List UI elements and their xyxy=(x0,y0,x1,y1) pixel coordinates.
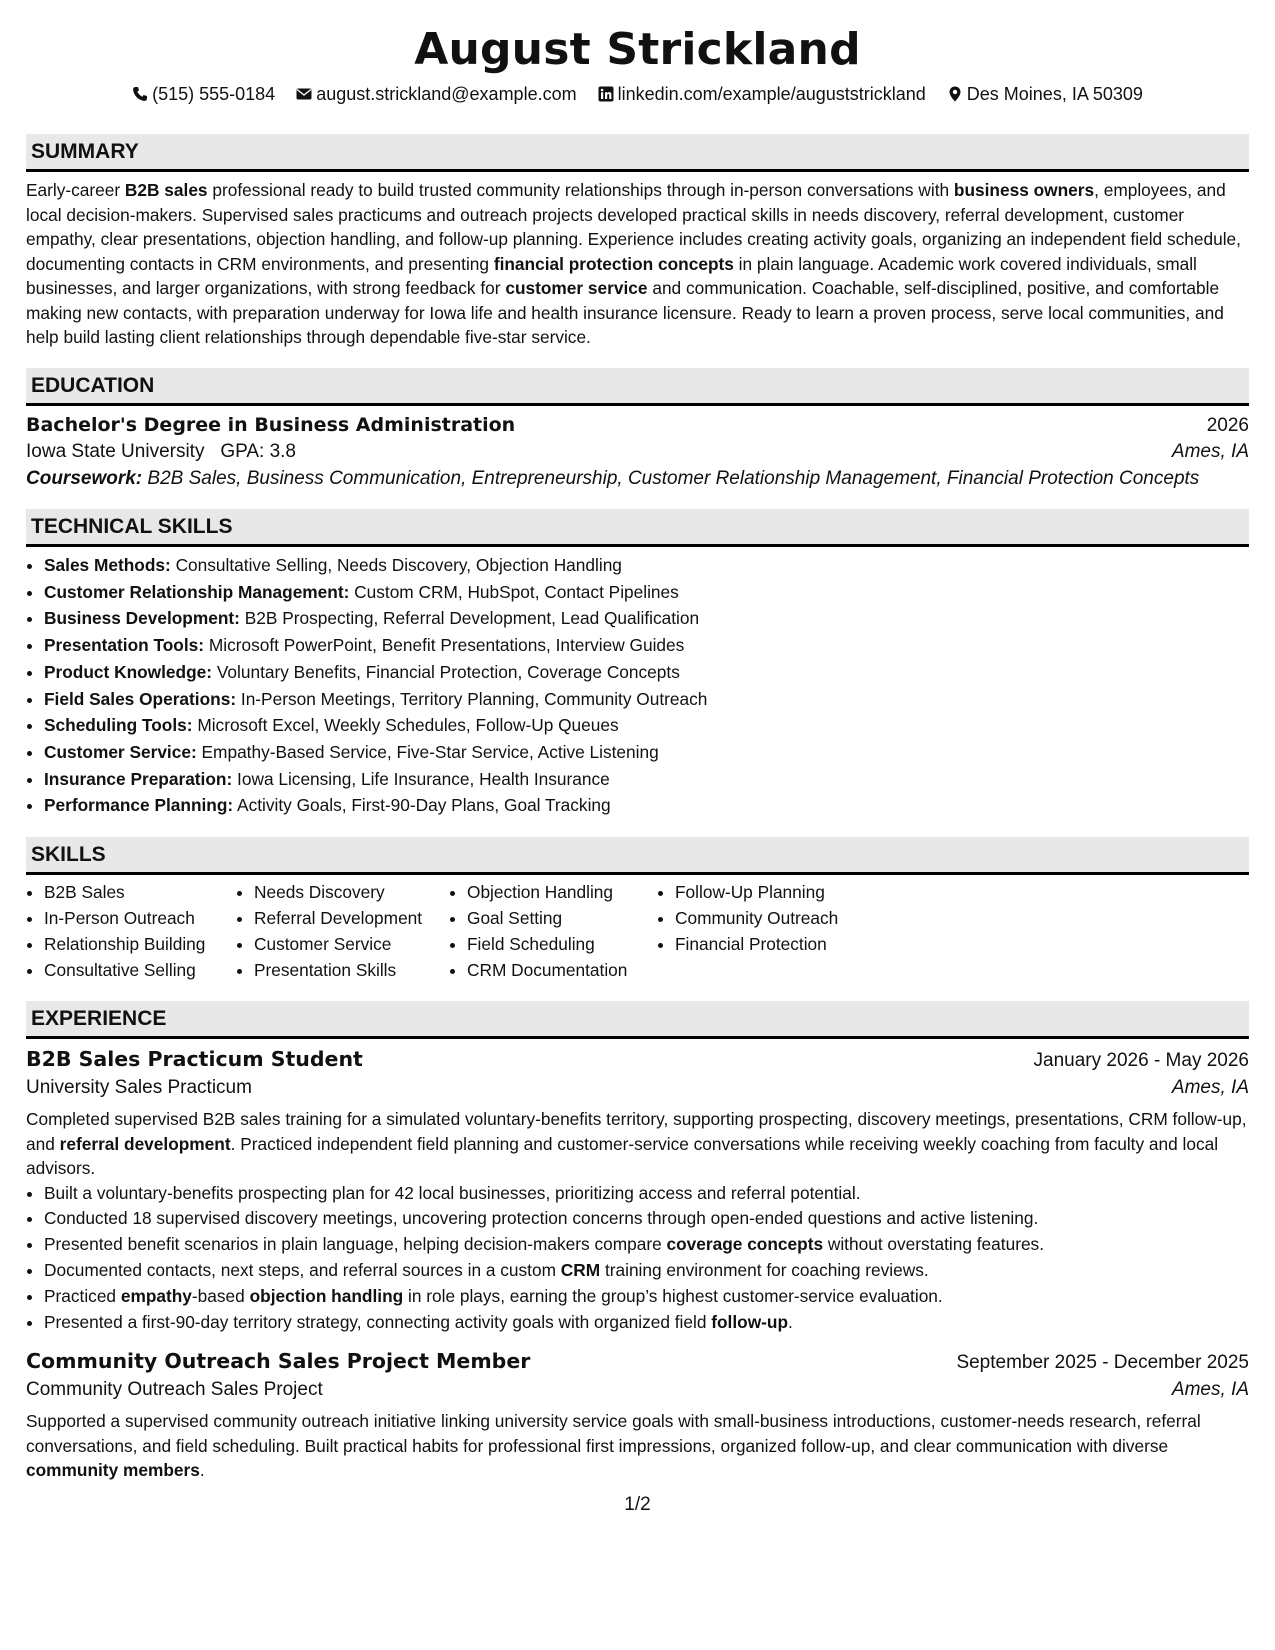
linkedin-text: linkedin.com/example/auguststrickland xyxy=(617,84,926,104)
gpa: GPA: 3.8 xyxy=(220,440,296,462)
graduation-year: 2026 xyxy=(1206,414,1249,436)
job-bullet xyxy=(44,1206,1249,1232)
skill-values: Microsoft PowerPoint, Benefit Presentations, Interview Guides xyxy=(208,635,685,656)
job-bullet xyxy=(44,1181,1249,1207)
text-run: Completed supervised B2B sales training for a simulated voluntary-benefits territory, supporting prospecting, discovery meetings, presentations, CRM follow-up, and xyxy=(26,1109,1247,1154)
phone-text: (515) 555-0184 xyxy=(152,84,276,104)
skill-category: Field Sales Operations: xyxy=(44,688,237,709)
skills-column xyxy=(657,879,877,983)
text-run: without overstating features. xyxy=(823,1234,1044,1255)
resume-page xyxy=(26,0,1249,1483)
skill-item: • Financial Protection xyxy=(675,931,877,957)
job-entry xyxy=(26,1047,1249,1335)
skill-category: Business Development: xyxy=(44,608,240,629)
candidate-name: August Strickland xyxy=(414,24,861,75)
coursework-label: Coursework: xyxy=(26,467,143,489)
technical-skill-item xyxy=(44,605,1249,632)
skill-category: Customer Service: xyxy=(44,741,197,762)
skill-values: Voluntary Benefits, Financial Protection, Coverage Concepts xyxy=(216,661,680,682)
skill-category: Insurance Preparation: xyxy=(44,768,233,789)
education-row xyxy=(26,414,1249,437)
text-run: Presented a first-90-day territory strategy, connecting activity goals with organized field xyxy=(44,1311,712,1332)
bold-phrase: community members xyxy=(26,1460,200,1481)
skill-category: Product Knowledge: xyxy=(44,661,213,682)
text-run: Supported a supervised community outreach initiative linking university service goals with small-business introductions, customer-needs research, referral conversations, and field scheduling. Built practical habits for professional first impressions, organized follow-up, and clear communication with diverse xyxy=(26,1411,1201,1456)
job-bullet xyxy=(44,1284,1249,1310)
skill-item: • Follow-Up Planning xyxy=(675,879,877,905)
skill-values: Microsoft Excel, Weekly Schedules, Follow-Up Queues xyxy=(197,715,619,736)
email-text: august.strickland@example.com xyxy=(316,84,577,104)
technical-skill-item xyxy=(44,766,1249,793)
technical-skill-item xyxy=(44,792,1249,819)
skill-item: • Presentation Skills xyxy=(254,957,449,983)
bold-phrase: empathy xyxy=(120,1285,192,1306)
skills-column xyxy=(236,879,449,983)
job-location: Ames, IA xyxy=(1171,1379,1249,1401)
job-entry xyxy=(26,1349,1249,1483)
contact-location xyxy=(947,82,1143,106)
school-location: Ames, IA xyxy=(1171,440,1249,462)
degree-title: Bachelor's Degree in Business Administration xyxy=(26,413,516,436)
experience-heading: EXPERIENCE xyxy=(26,1001,1249,1039)
text-run: . xyxy=(199,1460,205,1481)
text-run: Early-career xyxy=(26,180,125,200)
text-run: Presented benefit scenarios in plain language, helping decision-makers compare xyxy=(44,1234,667,1255)
bold-phrase: coverage concepts xyxy=(666,1234,824,1255)
job-bullet xyxy=(44,1310,1249,1336)
job-bullet xyxy=(44,1258,1249,1284)
job-title: Community Outreach Sales Project Member xyxy=(26,1349,531,1374)
map-pin-icon xyxy=(947,86,963,102)
skill-item: • Community Outreach xyxy=(675,905,877,931)
bold-phrase: objection handling xyxy=(249,1285,404,1306)
skills-column xyxy=(449,879,657,983)
technical-skills-list xyxy=(26,552,1249,819)
skill-values: Custom CRM, HubSpot, Contact Pipelines xyxy=(354,581,679,602)
school-name: Iowa State University xyxy=(26,440,205,462)
bold-phrase: customer service xyxy=(505,278,648,298)
bold-phrase: follow-up xyxy=(711,1311,789,1332)
skill-item: • B2B Sales xyxy=(44,879,236,905)
job-header xyxy=(26,1047,1249,1072)
skill-item: • In-Person Outreach xyxy=(44,905,236,931)
education-heading: EDUCATION xyxy=(26,368,1249,406)
text-run: in plain language. Academic work covered individuals, small businesses, and larger organizations, with strong feedback for xyxy=(26,253,1197,298)
job-dates: September 2025 - December 2025 xyxy=(956,1352,1249,1374)
skill-item: • Needs Discovery xyxy=(254,879,449,905)
technical-skill-item xyxy=(44,739,1249,766)
skill-values: B2B Prospecting, Referral Development, Lead Qualification xyxy=(244,608,700,629)
envelope-icon xyxy=(296,86,312,102)
bold-phrase: CRM xyxy=(560,1259,601,1280)
technical-skill-item xyxy=(44,659,1249,686)
text-run: , employees, and local decision-makers. Supervised sales practicums and outreach projects developed practical skills in needs discovery, referral development, customer empathy, clear presentations, objection handling, and follow-up planning. Experience includes creating activity goals, organizing an independent field schedule, documenting contacts in CRM environments, and presenting xyxy=(26,180,1241,274)
location-text: Des Moines, IA 50309 xyxy=(966,84,1143,104)
technical-skill-item xyxy=(44,712,1249,739)
bold-phrase: financial protection concepts xyxy=(493,253,734,274)
coursework-list: B2B Sales, Business Communication, Entrepreneurship, Customer Relationship Management, Financial Protection Concepts xyxy=(147,467,1200,489)
bold-phrase: business owners xyxy=(953,180,1095,200)
text-run: Practiced xyxy=(44,1285,121,1306)
technical-skill-item xyxy=(44,632,1249,659)
skill-values: Consultative Selling, Needs Discovery, Objection Handling xyxy=(175,555,622,575)
text-run: Documented contacts, next steps, and referral sources in a custom xyxy=(44,1259,561,1280)
skill-category: Customer Relationship Management: xyxy=(44,581,350,602)
text-run: Conducted 18 supervised discovery meetings, uncovering protection concerns through open-ended questions and active listening. xyxy=(44,1208,1039,1229)
bold-phrase: referral development xyxy=(59,1133,231,1154)
job-dates: January 2026 - May 2026 xyxy=(1033,1050,1249,1072)
job-description xyxy=(26,1107,1249,1181)
skills-heading: SKILLS xyxy=(26,837,1249,875)
text-run: training environment for coaching reviews. xyxy=(600,1259,929,1280)
summary-text xyxy=(26,178,1249,350)
job-header xyxy=(26,1349,1249,1374)
text-run: . Practiced independent field planning and customer-service conversations while receiving weekly coaching from faculty and local advisors. xyxy=(26,1133,1219,1179)
technical-skill-item xyxy=(44,552,1249,579)
contact-bar xyxy=(26,82,1249,106)
contact-phone[interactable] xyxy=(132,82,275,106)
contact-email[interactable] xyxy=(296,82,576,106)
text-run: -based xyxy=(191,1285,250,1306)
skill-category: Sales Methods: xyxy=(44,555,171,575)
text-run: and communication. Coachable, self-disciplined, positive, and comfortable making new contacts, with preparation underway for Iowa life and health insurance licensure. Ready to learn a proven process, serve local communities, and help build lasting client relationships through dependable five-star service. xyxy=(26,278,1224,347)
skill-item: • Goal Setting xyxy=(467,905,657,931)
technical-skill-item xyxy=(44,579,1249,606)
skills-grid xyxy=(26,879,1249,983)
bold-phrase: B2B sales xyxy=(124,180,208,200)
skill-item: • Referral Development xyxy=(254,905,449,931)
skill-category: Presentation Tools: xyxy=(44,635,205,656)
skill-category: Performance Planning: xyxy=(44,795,234,816)
experience-list xyxy=(26,1047,1249,1483)
skill-values: Activity Goals, First-90-Day Plans, Goal Tracking xyxy=(237,795,611,816)
skill-item: • Objection Handling xyxy=(467,879,657,905)
job-organization: University Sales Practicum xyxy=(26,1077,252,1099)
skill-values: Empathy-Based Service, Five-Star Service, Active Listening xyxy=(201,741,659,762)
technical-skill-item xyxy=(44,686,1249,713)
skill-item: • Field Scheduling xyxy=(467,931,657,957)
technical-skills-heading: TECHNICAL SKILLS xyxy=(26,509,1249,547)
job-title: B2B Sales Practicum Student xyxy=(26,1047,363,1072)
text-run: . xyxy=(788,1311,793,1332)
skill-values: Iowa Licensing, Life Insurance, Health Insurance xyxy=(237,768,610,789)
contact-linkedin[interactable] xyxy=(598,82,926,106)
summary-heading: SUMMARY xyxy=(26,134,1249,172)
text-run: in role plays, earning the group’s highest customer-service evaluation. xyxy=(403,1285,943,1306)
text-run: Built a voluntary-benefits prospecting plan for 42 local businesses, prioritizing access and referral potential. xyxy=(44,1182,861,1203)
job-org-row xyxy=(26,1379,1249,1401)
skill-item: • Relationship Building xyxy=(44,931,236,957)
school-info xyxy=(26,441,296,463)
skill-item: • CRM Documentation xyxy=(467,957,657,983)
job-bullet xyxy=(44,1232,1249,1258)
skills-column xyxy=(26,879,236,983)
job-location: Ames, IA xyxy=(1171,1077,1249,1099)
coursework xyxy=(26,467,1249,492)
linkedin-icon xyxy=(598,86,614,102)
page-number: 1/2 xyxy=(624,1494,651,1515)
skill-item: • Customer Service xyxy=(254,931,449,957)
text-run: professional ready to build trusted community relationships through in-person conversations with xyxy=(207,180,954,200)
phone-icon xyxy=(132,86,148,102)
job-organization: Community Outreach Sales Project xyxy=(26,1379,323,1401)
skill-item: • Consultative Selling xyxy=(44,957,236,983)
job-bullets xyxy=(26,1181,1249,1336)
skill-category: Scheduling Tools: xyxy=(44,715,193,736)
job-org-row xyxy=(26,1077,1249,1099)
job-description xyxy=(26,1409,1249,1483)
skill-values: In-Person Meetings, Territory Planning, Community Outreach xyxy=(240,688,708,709)
school-row xyxy=(26,441,1249,463)
